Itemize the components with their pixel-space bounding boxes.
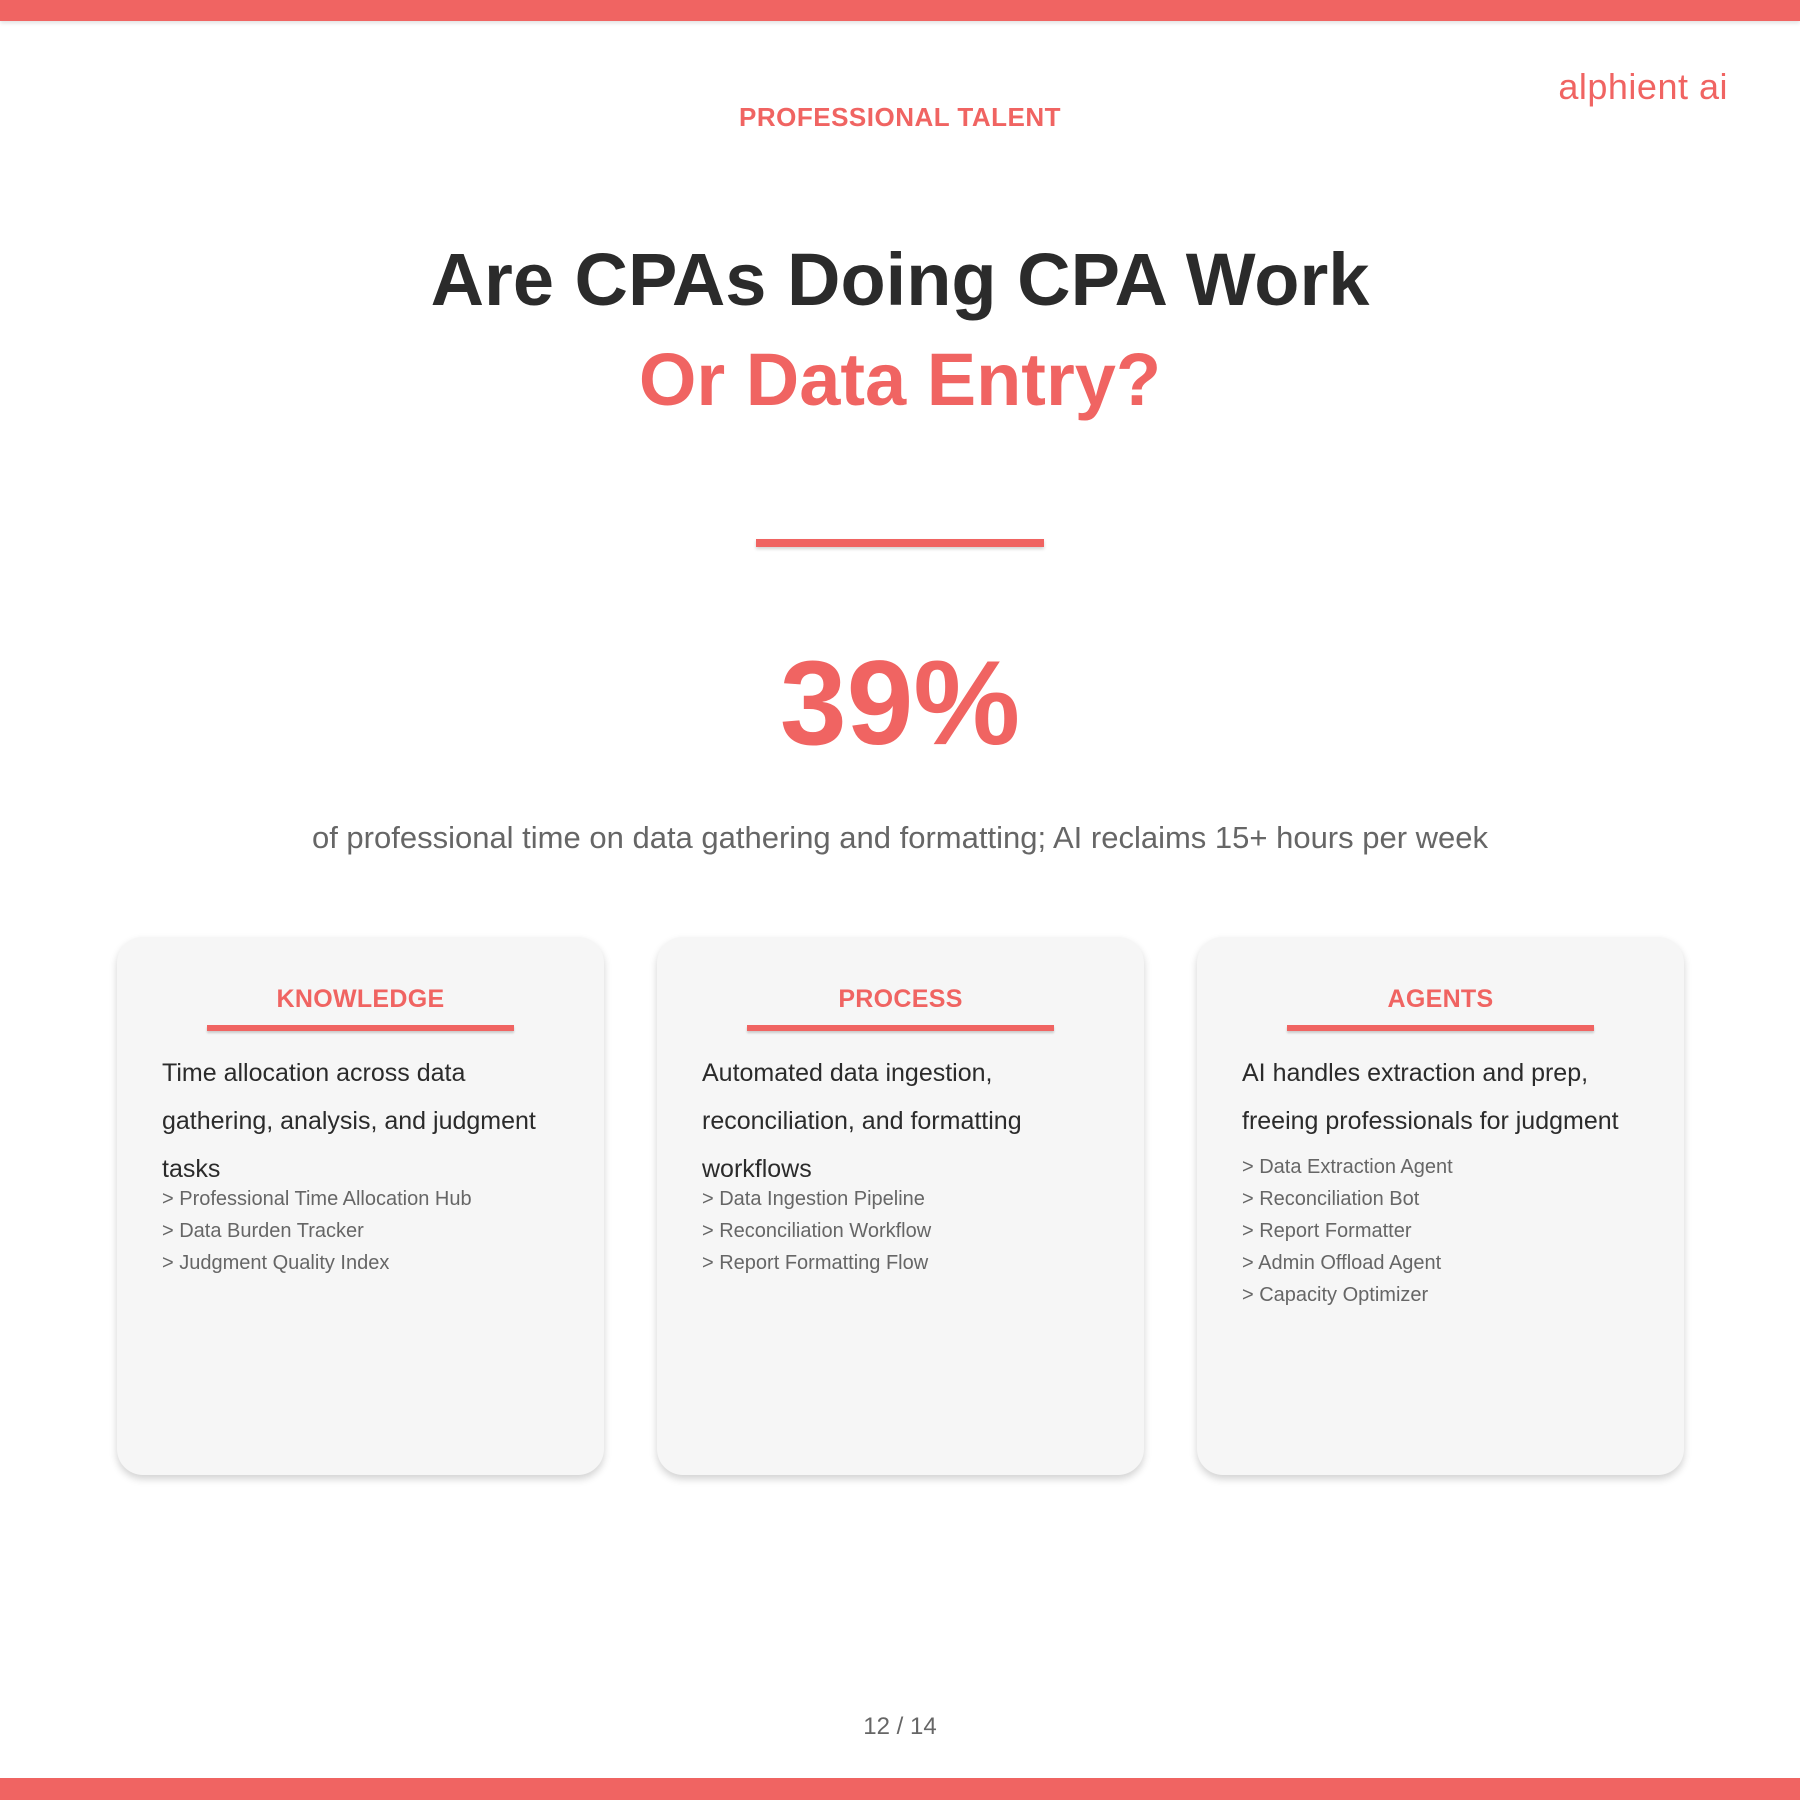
card-underline [207,1025,514,1031]
page-number: 12 / 14 [863,1713,937,1740]
list-item: > Reconciliation Bot [1242,1188,1420,1210]
card-process [657,937,1144,1475]
list-item: > Admin Offload Agent [1242,1252,1442,1274]
list-item: > Capacity Optimizer [1242,1284,1429,1306]
list-item: > Report Formatter [1242,1220,1412,1242]
card-list [702,1183,1112,1279]
card-description: AI handles extraction and prep, freeing professionals for judgment [1242,1059,1619,1135]
card-underline [1287,1025,1594,1031]
list-item: > Judgment Quality Index [162,1252,390,1274]
card-agents [1197,937,1684,1475]
key-stat-caption: of professional time on data gathering and formatting; AI reclaims 15+ hours per week [311,820,1489,855]
list-item: > Data Extraction Agent [1242,1156,1453,1178]
page-title: Are CPAs Doing CPA Work [430,238,1370,321]
card-list [162,1183,572,1279]
card-heading: PROCESS [838,985,963,1013]
card-heading: AGENTS [1387,985,1494,1013]
card-knowledge [117,937,604,1475]
section-kicker: PROFESSIONAL TALENT [739,102,1061,132]
list-item: > Report Formatting Flow [702,1252,929,1274]
list-item: > Data Ingestion Pipeline [702,1188,925,1210]
brand-logo: alphient ai [1558,66,1728,107]
card-description: Time allocation across data gathering, analysis, and judgment tasks [162,1059,536,1183]
page-subtitle: Or Data Entry? [638,338,1162,421]
card-list [1242,1151,1652,1311]
title-divider [756,539,1044,547]
card-underline [747,1025,1054,1031]
list-item: > Reconciliation Workflow [702,1220,932,1242]
card-description: Automated data ingestion, reconciliation, and formatting workflows [702,1059,1022,1183]
card-heading: KNOWLEDGE [276,985,445,1013]
key-stat: 39% [779,636,1021,770]
list-item: > Data Burden Tracker [162,1220,364,1242]
top-accent-bar [0,0,1800,21]
bottom-accent-bar [0,1778,1800,1800]
list-item: > Professional Time Allocation Hub [162,1188,472,1210]
